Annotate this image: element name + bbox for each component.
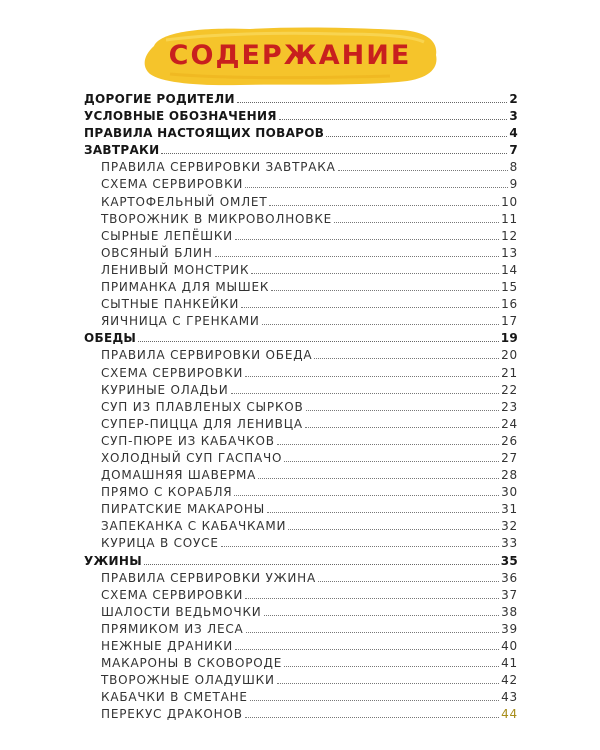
dot-leader bbox=[318, 570, 499, 582]
dot-leader bbox=[251, 262, 499, 274]
toc-entry-label: ЛЕНИВЫЙ МОНСТРИК bbox=[101, 262, 250, 277]
toc-entry-row[interactable] bbox=[84, 416, 518, 433]
toc-entry-row[interactable] bbox=[84, 194, 518, 211]
toc-page-number: 10 bbox=[501, 194, 518, 209]
toc-page-number: 8 bbox=[509, 160, 518, 175]
toc-entry-row[interactable] bbox=[84, 655, 518, 672]
page-title: СОДЕРЖАНИЕ bbox=[168, 39, 412, 71]
toc-entry-row[interactable] bbox=[84, 159, 518, 176]
toc-entry-row[interactable] bbox=[84, 245, 518, 262]
toc-entry-label: УЖИНЫ bbox=[84, 553, 142, 568]
dot-leader bbox=[277, 672, 499, 684]
toc-page-number: 39 bbox=[501, 621, 518, 636]
toc-entry-label: СХЕМА СЕРВИРОВКИ bbox=[101, 365, 244, 380]
dot-leader bbox=[277, 433, 499, 445]
dot-leader bbox=[264, 604, 500, 616]
toc-page-number: 3 bbox=[509, 109, 518, 124]
toc-page-number: 21 bbox=[501, 365, 518, 380]
toc-entry-label: ДОРОГИЕ РОДИТЕЛИ bbox=[84, 92, 235, 106]
toc-entry-row[interactable] bbox=[84, 382, 518, 399]
dot-leader bbox=[245, 587, 499, 599]
toc-entry-label: КАБАЧКИ В СМЕТАНЕ bbox=[101, 690, 248, 705]
toc-page-number: 41 bbox=[501, 656, 518, 671]
dot-leader bbox=[284, 450, 499, 462]
toc-entry-row[interactable] bbox=[84, 433, 518, 450]
dot-leader bbox=[144, 553, 499, 565]
toc-entry-row[interactable] bbox=[84, 313, 518, 330]
toc-entry-row[interactable] bbox=[84, 518, 518, 535]
dot-leader bbox=[231, 382, 500, 394]
dot-leader bbox=[269, 194, 499, 206]
dot-leader bbox=[306, 399, 500, 411]
toc-entry-label: ШАЛОСТИ ВЕДЬМОЧКИ bbox=[101, 604, 262, 619]
toc-page-number: 17 bbox=[501, 314, 518, 329]
dot-leader bbox=[138, 330, 499, 342]
dot-leader bbox=[246, 621, 500, 633]
toc-entry-label: КУРИНЫЕ ОЛАДЬИ bbox=[101, 382, 229, 397]
toc-entry-label: ТВОРОЖНИК В МИКРОВОЛНОВКЕ bbox=[101, 211, 333, 226]
toc-entry-label: ОБЕДЫ bbox=[84, 331, 137, 346]
dot-leader bbox=[235, 638, 499, 650]
dot-leader bbox=[267, 501, 499, 513]
toc-page-number: 4 bbox=[509, 126, 518, 141]
toc-entry-row[interactable] bbox=[84, 706, 518, 723]
toc-entry-row[interactable] bbox=[84, 621, 518, 638]
toc-entry-label: ПРИМАНКА ДЛЯ МЫШЕК bbox=[101, 280, 270, 295]
toc-page-number: 16 bbox=[501, 297, 518, 312]
toc-entry-label: СЫРНЫЕ ЛЕПЁШКИ bbox=[101, 228, 233, 243]
toc-entry-row[interactable] bbox=[84, 365, 518, 382]
dot-leader bbox=[234, 484, 499, 496]
toc-entry-row[interactable] bbox=[84, 228, 518, 245]
toc-entry-row[interactable] bbox=[84, 211, 518, 228]
toc-entry-label: ПРЯМИКОМ ИЗ ЛЕСА bbox=[101, 621, 244, 636]
toc-entry-label: СУП-ПЮРЕ ИЗ КАБАЧКОВ bbox=[101, 433, 275, 448]
toc-entry-label: СУП ИЗ ПЛАВЛЕНЫХ СЫРКОВ bbox=[101, 399, 304, 414]
dot-leader bbox=[305, 416, 499, 428]
toc-entry-row[interactable] bbox=[84, 587, 518, 604]
toc-page-number: 31 bbox=[501, 502, 518, 517]
toc-entry-row[interactable] bbox=[84, 604, 518, 621]
toc-section-row[interactable] bbox=[84, 125, 518, 142]
toc-page-number: 23 bbox=[501, 399, 518, 414]
dot-leader bbox=[245, 706, 499, 718]
toc-page-number: 43 bbox=[501, 690, 518, 705]
toc-entry-label: НЕЖНЫЕ ДРАНИКИ bbox=[101, 639, 234, 653]
toc-entry-label: ТВОРОЖНЫЕ ОЛАДУШКИ bbox=[101, 673, 275, 688]
toc-page-number: 40 bbox=[501, 639, 518, 653]
toc-entry-label: КУРИЦА В СОУСЕ bbox=[101, 536, 219, 551]
toc-page-number: 20 bbox=[501, 348, 518, 363]
toc-entry-label: ЯИЧНИЦА С ГРЕНКАМИ bbox=[101, 314, 260, 329]
dot-leader bbox=[326, 125, 507, 137]
toc-entry-label: ОВСЯНЫЙ БЛИН bbox=[101, 245, 213, 260]
dot-leader bbox=[262, 313, 499, 325]
toc-page-number: 14 bbox=[501, 262, 518, 277]
table-of-contents bbox=[84, 91, 518, 723]
toc-page-number: 12 bbox=[501, 228, 518, 243]
toc-page-number: 44 bbox=[501, 707, 518, 722]
dot-leader bbox=[215, 245, 499, 257]
toc-entry-label: ПРАВИЛА НАСТОЯЩИХ ПОВАРОВ bbox=[84, 126, 325, 141]
dot-leader bbox=[221, 535, 499, 547]
toc-entry-row[interactable] bbox=[84, 672, 518, 689]
toc-page-number: 26 bbox=[501, 433, 518, 448]
toc-entry-row[interactable] bbox=[84, 347, 518, 364]
toc-page-number: 22 bbox=[501, 382, 518, 397]
toc-entry-label: ПРАВИЛА СЕРВИРОВКИ УЖИНА bbox=[101, 570, 317, 585]
dot-leader bbox=[241, 296, 499, 308]
dot-leader bbox=[284, 655, 499, 667]
toc-section-row[interactable] bbox=[84, 553, 518, 570]
dot-leader bbox=[237, 91, 507, 103]
toc-entry-label: СЫТНЫЕ ПАНКЕЙКИ bbox=[101, 297, 240, 312]
dot-leader bbox=[279, 108, 507, 120]
toc-entry-label: КАРТОФЕЛЬНЫЙ ОМЛЕТ bbox=[101, 194, 268, 209]
toc-page-number: 28 bbox=[501, 468, 518, 483]
toc-entry-label: МАКАРОНЫ В СКОВОРОДЕ bbox=[101, 656, 283, 671]
toc-entry-label: СХЕМА СЕРВИРОВКИ bbox=[101, 177, 244, 192]
toc-entry-row[interactable] bbox=[84, 689, 518, 706]
toc-page-number: 24 bbox=[501, 416, 518, 431]
page-title-banner bbox=[140, 22, 440, 88]
toc-section-row[interactable] bbox=[84, 108, 518, 125]
toc-page-number: 27 bbox=[501, 450, 518, 465]
toc-entry-label: ПРЯМО С КОРАБЛЯ bbox=[101, 485, 233, 500]
toc-entry-label: ПРАВИЛА СЕРВИРОВКИ ОБЕДА bbox=[101, 348, 313, 363]
dot-leader bbox=[250, 689, 499, 701]
toc-entry-label: ХОЛОДНЫЙ СУП ГАСПАЧО bbox=[101, 450, 283, 465]
toc-entry-label: СУПЕР-ПИЦЦА ДЛЯ ЛЕНИВЦА bbox=[101, 416, 303, 431]
toc-entry-row[interactable] bbox=[84, 467, 518, 484]
toc-section-row[interactable] bbox=[84, 142, 518, 159]
toc-entry-row[interactable] bbox=[84, 535, 518, 552]
toc-page-number: 13 bbox=[501, 245, 518, 260]
toc-section-row[interactable] bbox=[84, 91, 518, 108]
toc-entry-label: УСЛОВНЫЕ ОБОЗНАЧЕНИЯ bbox=[84, 109, 277, 124]
toc-entry-label: ПИРАТСКИЕ МАКАРОНЫ bbox=[101, 502, 266, 517]
toc-page-number: 32 bbox=[501, 519, 518, 534]
toc-page-number: 2 bbox=[509, 92, 518, 106]
dot-leader bbox=[245, 176, 507, 188]
toc-page-number: 33 bbox=[501, 536, 518, 551]
dot-leader bbox=[161, 142, 507, 154]
toc-page-number: 42 bbox=[501, 673, 518, 688]
dot-leader bbox=[314, 347, 499, 359]
dot-leader bbox=[288, 518, 499, 530]
toc-entry-label: ПРАВИЛА СЕРВИРОВКИ ЗАВТРАКА bbox=[101, 160, 336, 175]
toc-entry-row[interactable] bbox=[84, 570, 518, 587]
toc-page-number: 36 bbox=[501, 570, 518, 585]
dot-leader bbox=[245, 365, 499, 377]
toc-entry-label: ЗАПЕКАНКА С КАБАЧКАМИ bbox=[101, 519, 287, 534]
toc-entry-row[interactable] bbox=[84, 262, 518, 279]
dot-leader bbox=[338, 159, 508, 171]
toc-entry-row[interactable] bbox=[84, 450, 518, 467]
toc-page-number: 38 bbox=[501, 604, 518, 619]
toc-page-number: 15 bbox=[501, 280, 518, 295]
toc-page-number: 7 bbox=[509, 143, 518, 158]
toc-entry-row[interactable] bbox=[84, 399, 518, 416]
toc-entry-label: ПЕРЕКУС ДРАКОНОВ bbox=[101, 707, 243, 722]
toc-page-number: 35 bbox=[500, 553, 518, 568]
toc-entry-row[interactable] bbox=[84, 296, 518, 313]
toc-entry-label: ДОМАШНЯЯ ШАВЕРМА bbox=[101, 468, 257, 483]
toc-entry-label: СХЕМА СЕРВИРОВКИ bbox=[101, 587, 244, 602]
toc-entry-row[interactable] bbox=[84, 279, 518, 296]
toc-page-number: 30 bbox=[501, 485, 518, 500]
toc-page-number: 9 bbox=[509, 177, 518, 192]
toc-page-number: 19 bbox=[500, 331, 518, 346]
dot-leader bbox=[235, 228, 499, 240]
toc-section-row[interactable] bbox=[84, 330, 518, 347]
dot-leader bbox=[334, 211, 499, 223]
toc-entry-row[interactable] bbox=[84, 176, 518, 193]
toc-page-number: 11 bbox=[501, 211, 518, 226]
toc-page-number: 37 bbox=[501, 587, 518, 602]
toc-entry-label: ЗАВТРАКИ bbox=[84, 143, 160, 158]
toc-entry-row[interactable] bbox=[84, 501, 518, 518]
dot-leader bbox=[271, 279, 499, 291]
dot-leader bbox=[258, 467, 499, 479]
toc-entry-row[interactable] bbox=[84, 484, 518, 501]
toc-entry-row[interactable] bbox=[84, 638, 518, 655]
